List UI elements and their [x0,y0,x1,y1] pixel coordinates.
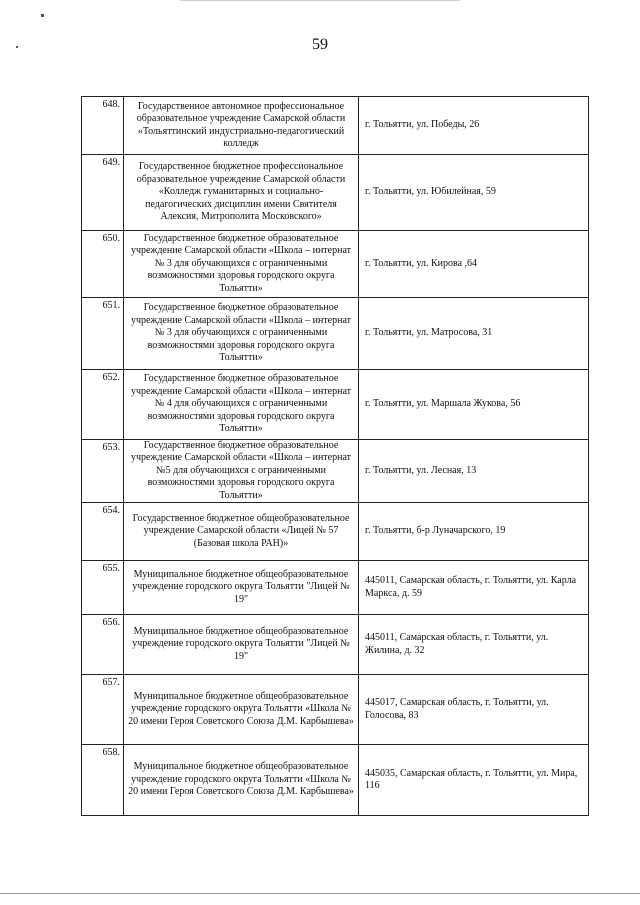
page-number: 59 [312,36,328,53]
table-row [82,675,589,745]
institution-address: г. Тольятти, ул. Кирова ,64 [359,231,589,298]
institution-address: г. Тольятти, ул. Юбилейная, 59 [359,155,589,231]
table-row [82,298,589,370]
row-number: 658. [82,745,124,816]
table-row [82,231,589,298]
institution-address: г. Тольятти, ул. Матросова, 31 [359,298,589,370]
row-number: 654. [82,503,124,561]
institution-name: Муниципальное бюджетное общеобразовательное учреждение городского округа Тольятти «Школа № 20 имени Героя Советского Союза Д.М. Карбышева» [124,745,359,816]
institution-address: г. Тольятти, ул. Лесная, 13 [359,440,589,503]
table-row [82,97,589,155]
row-number: 655. [82,561,124,615]
institution-address: 445017, Самарская область, г. Тольятти, ул. Голосова, 83 [359,675,589,745]
institution-address: г. Тольятти, б-р Луначарского, 19 [359,503,589,561]
institution-address: 445011, Самарская область, г. Тольятти, ул. Жилина, д. 32 [359,615,589,675]
row-number: 652. [82,370,124,440]
institution-name: Государственное бюджетное образовательное учреждение Самарской области «Школа – интернат № 4 для обучающихся с ограниченными возможностями здоровья городского округа Тольятти» [124,370,359,440]
row-number: 650. [82,231,124,298]
scan-speck [41,14,44,17]
institution-name: Муниципальное бюджетное общеобразовательное учреждение городского округа Тольятти «Школа № 20 имени Героя Советского Союза Д.М. Карбышева» [124,675,359,745]
row-number: 653. [82,440,124,503]
table-row [82,370,589,440]
institution-name: Муниципальное бюджетное общеобразовательное учреждение городского округа Тольятти "Лицей № 19" [124,615,359,675]
table-row [82,155,589,231]
institution-name: Муниципальное бюджетное общеобразовательное учреждение городского округа Тольятти "Лицей № 19" [124,561,359,615]
table-row [82,440,589,503]
institution-name: Государственное бюджетное общеобразовательное учреждение Самарской области «Лицей № 57 (Базовая школа РАН)» [124,503,359,561]
table-row [82,561,589,615]
institution-address: 445011, Самарская область, г. Тольятти, ул. Карла Маркса, д. 59 [359,561,589,615]
institution-name: Государственное автономное профессиональное образовательное учреждение Самарской области «Тольяттинский индустриально-педагогический колледж [124,97,359,155]
row-number: 657. [82,675,124,745]
institution-address: 445035, Самарская область, г. Тольятти, ул. Мира, 116 [359,745,589,816]
table-row [82,745,589,816]
row-number: 656. [82,615,124,675]
table-row [82,503,589,561]
scan-edge-line [180,0,460,1]
institution-name: Государственное бюджетное образовательное учреждение Самарской области «Школа – интернат №5 для обучающихся с ограниченными возможностями здоровья городского округа Тольятти» [124,440,359,503]
table-row [82,615,589,675]
institutions-table [81,96,589,816]
row-number: 649. [82,155,124,231]
row-number: 651. [82,298,124,370]
institution-address: г. Тольятти, ул. Победы, 26 [359,97,589,155]
institution-name: Государственное бюджетное образовательное учреждение Самарской области «Школа – интернат № 3 для обучающихся с ограниченными возможностями здоровья городского округа Тольятти» [124,231,359,298]
institution-name: Государственное бюджетное профессиональное образовательное учреждение Самарской области «Колледж гуманитарных и социально-педагогических дисциплин имени Святителя Алексия, Митрополита Московского» [124,155,359,231]
institution-name: Государственное бюджетное образовательное учреждение Самарской области «Школа – интернат № 3 для обучающихся с ограниченными возможностями здоровья городского округа Тольятти» [124,298,359,370]
institution-address: г. Тольятти, ул. Маршала Жукова, 56 [359,370,589,440]
row-number: 648. [82,97,124,155]
scan-edge-line [0,893,640,894]
